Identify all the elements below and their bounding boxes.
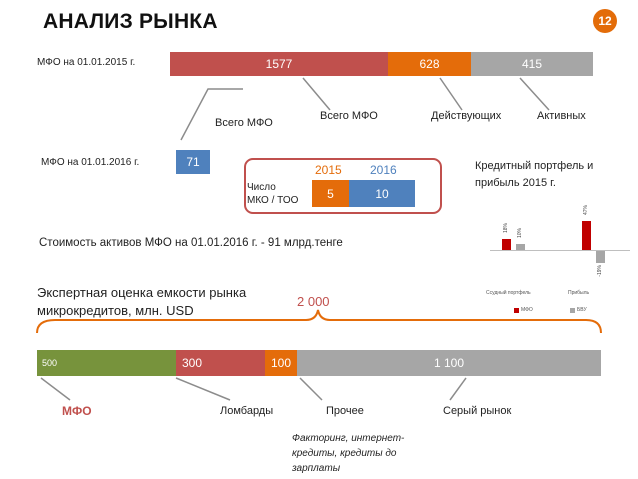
- chart-baseline: [490, 250, 630, 251]
- capacity-title-line2: микрокредитов, млн. USD: [37, 303, 194, 318]
- capacity-mfo-segment: 500: [37, 350, 176, 376]
- credit-portfolio-chart: [472, 196, 632, 318]
- year-2015: 2015: [315, 163, 342, 177]
- chart-bar-label-1-1: -19%: [597, 264, 603, 277]
- other-note-line1: Факторинг, интернет-: [292, 433, 405, 444]
- chart-bar-label-0-1: 10%: [517, 227, 523, 238]
- legend-swatch-mfo: [514, 308, 519, 313]
- mfo-2015-working-segment: 415: [471, 52, 593, 76]
- mfo-2015-total-segment: 1577: [170, 52, 388, 76]
- mfo-2015-label: МФО на 01.01.2015 г.: [37, 57, 136, 68]
- mko-label-line1: Число: [247, 182, 276, 193]
- callout-total-mfo-2: Всего МФО: [320, 110, 378, 122]
- assets-text: Стоимость активов МФО на 01.01.2016 г. - 91 млрд.тенге: [39, 237, 343, 249]
- chart-bar-0-1: [516, 244, 525, 250]
- legend-bvu: БВУ: [577, 307, 587, 313]
- mko-label-line2: МКО / ТОО: [247, 195, 299, 206]
- capacity-pawnshops-segment: 300: [176, 350, 265, 376]
- chart-bar-0-0: [502, 239, 511, 250]
- callout-operating: Действующих: [431, 110, 502, 122]
- mfo-2016-label: МФО на 01.01.2016 г.: [41, 157, 140, 168]
- category-other: Прочее: [326, 405, 364, 417]
- capacity-title-line1: Экспертная оценка емкости рынка: [37, 285, 247, 300]
- category-pawnshops: Ломбарды: [220, 405, 274, 417]
- category-grey-market: Серый рынок: [443, 405, 512, 417]
- mko-2015-bar: 5: [312, 180, 349, 207]
- callout-total-mfo-1: Всего МФО: [215, 117, 273, 129]
- chart-bar-label-1-0: 47%: [583, 204, 589, 215]
- chart-bar-1-0: [582, 221, 591, 250]
- mko-2016-bar: 10: [349, 180, 415, 207]
- credit-portfolio-title-line1: Кредитный портфель и: [475, 160, 594, 172]
- capacity-grey-market-segment: 1 100: [297, 350, 601, 376]
- mfo-2015-active-segment: 628: [388, 52, 471, 76]
- chart-bar-label-0-0: 18%: [503, 222, 509, 233]
- legend-mfo: МФО: [521, 307, 533, 313]
- category-mfo: МФО: [62, 404, 92, 418]
- capacity-total: 2 000: [297, 294, 330, 309]
- credit-portfolio-title-line2: прибыль 2015 г.: [475, 177, 556, 189]
- page-title: АНАЛИЗ РЫНКА: [43, 10, 218, 33]
- other-note-line2: кредиты, кредиты до: [292, 448, 397, 459]
- year-2016: 2016: [370, 163, 397, 177]
- chart-category-1: Ссудный портфель: [486, 290, 531, 296]
- chart-bar-1-1: [596, 251, 605, 263]
- other-note-line3: зарплаты: [292, 463, 341, 474]
- mfo-2016-bar: 71: [176, 150, 210, 174]
- legend-swatch-bvu: [570, 308, 575, 313]
- chart-category-2: Прибыль: [568, 290, 590, 296]
- capacity-other-segment: 100: [265, 350, 297, 376]
- callout-active: Активных: [537, 110, 586, 122]
- page-number-badge: 12: [593, 9, 617, 33]
